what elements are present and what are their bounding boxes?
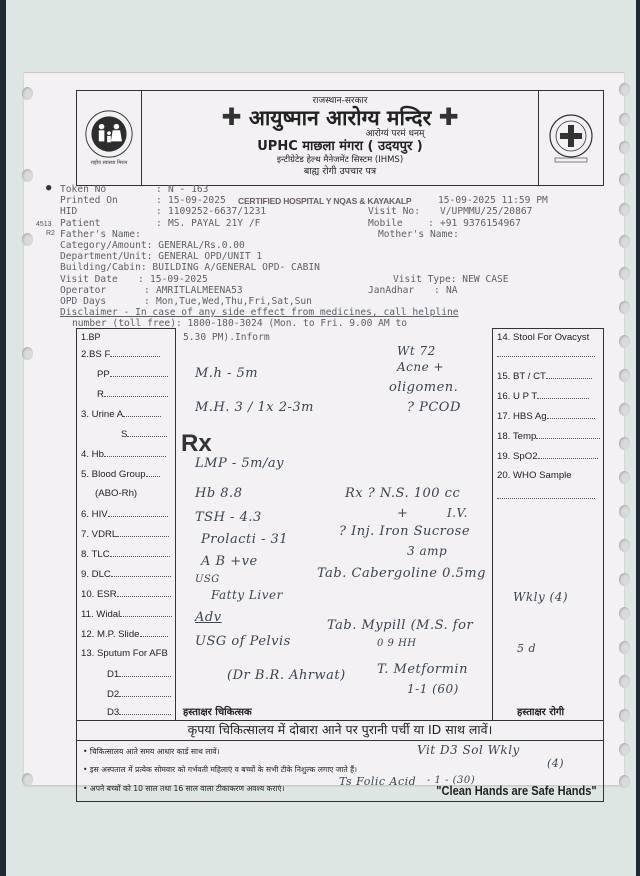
handwritten-note: I.V. [447,506,468,520]
test-label [97,368,168,380]
colon: : [156,217,162,229]
test-label [81,528,169,540]
side-mark: 4513 [36,220,52,228]
blank-line [108,508,168,517]
test-name: 8. TLC [81,549,110,560]
blank-line [104,388,168,397]
perforation-hole [619,539,630,552]
blank-line [497,490,595,499]
test-name: R [97,389,104,400]
visit-type: Visit Type: NEW CASE [393,273,509,285]
perforation-hole [22,347,33,360]
test-name: S [121,429,128,440]
handwritten-note: 1-1 (60) [407,682,459,696]
test-name: D3 [107,707,120,718]
test-name: 4. Hb [81,449,104,460]
header-center [142,91,538,185]
test-label [81,408,161,420]
test-label [121,428,167,440]
handwritten-note: T. Metformin [377,662,468,677]
medical-cross-seal-icon [545,112,597,164]
handwritten-note: Tab. Cabergoline 0.5mg [317,566,486,581]
blank-line [117,588,171,597]
test-label [107,688,171,700]
janadhar-value: NA [446,284,458,296]
perforation-hole [619,641,630,654]
opd-slip-paper [24,72,624,798]
colon: : [144,295,150,307]
blank-line [123,408,161,417]
test-label [81,508,168,520]
father-name-label: Father's Name: [60,228,141,240]
nqas-seal [538,91,603,185]
handwritten-note: + [397,506,409,521]
test-name: 11. Widal [81,609,121,620]
facility-title [142,103,538,131]
blank-line [146,468,160,477]
test-label [81,628,168,640]
token-row [48,184,608,195]
perforation-hole [22,233,33,246]
colon: : [434,284,440,296]
colon: : [156,195,162,207]
blank-line [497,348,595,357]
patient-signature-label: हस्ताक्षर रोगी [517,707,565,718]
certified-stamp: CERTIFIED HOSPITAL Y NQAS & KAYAKALP [238,196,412,207]
blank-line [538,450,598,459]
colon: : [156,184,162,195]
handwritten-note: 0 9 HH [377,638,417,649]
plus-icon: ✚ [221,103,242,131]
motto: आरोग्यं परमं धनम् [365,129,425,139]
patient-label: Patient [60,217,101,229]
test-name: 2.BS F [81,349,111,360]
test-label [97,388,168,400]
blank-line [119,688,171,697]
test-name: 15. BT / CT [497,371,546,382]
handwritten-note: Wt 72 [397,344,436,358]
test-label: 1.BP [81,332,101,342]
hid-row [48,206,608,217]
handwritten-note: Wkly (4) [513,590,569,604]
doctor-signature-label: हस्ताक्षर चिकित्सक [183,707,252,718]
perforation-hole [619,709,630,722]
blank-line [140,628,168,637]
printed-slip [36,183,608,330]
perforation-hole [619,437,630,450]
visit-date-label: Visit Date [60,273,118,285]
blank-line [537,390,589,399]
note-vaccination-monday: • इस अस्पताल में प्रत्येक सोमवार को गर्भवती महिलाएं व बच्चों के सभी टीके निशुल्क लगाए जाते हैं। [83,765,358,774]
hid-value: 1109252-6637/1231 [168,206,267,218]
test-label [497,348,595,360]
blank-line [120,608,172,617]
building-row [48,262,608,273]
perforation-hole [619,743,630,756]
investigations-left-column [77,328,176,720]
department: Department/Unit: GENERAL OPD/UNIT 1 [60,251,263,263]
test-name: 10. ESR [81,589,117,600]
handwritten-note: TSH - 4.3 [195,510,262,525]
perforation-hole [619,775,630,788]
test-name: 3. Urine A [81,409,124,420]
visit-date-value: 15-09-2025 [150,273,208,285]
test-name: 6. HIV [81,509,108,520]
blank-line [547,410,595,419]
department-row [48,251,608,262]
plus-icon: ✚ [438,103,459,131]
perforation-hole [22,87,33,100]
test-label [81,588,171,600]
patient-row [36,217,608,229]
perforation-hole [619,607,630,620]
test-name: 18. Temp [497,431,537,442]
operator-value: AMRITLALMEENA53 [156,284,243,296]
token-label: Token No [60,184,107,195]
visit-no-label: Visit No: [368,206,420,218]
perforation-hole [619,403,630,416]
test-name: 7. VDRL [81,529,118,540]
disclaimer-line-2: number (toll free): 1800-180-3024 (Mon. to Fri. 9.00 AM to [72,318,408,330]
blank-line [104,448,166,457]
building: Building/Cabin: BUILDING A/GENERAL OPD- CABIN [60,262,320,274]
test-label [497,430,600,442]
handwritten-note: 5 d [517,642,537,655]
handwritten-note: Tab. Mypill (M.S. for [327,618,474,633]
test-label [81,348,160,360]
perforation-hole [619,203,630,216]
test-label [81,608,172,620]
blank-line [546,370,592,379]
test-label [81,568,171,580]
nuhm-logo [77,91,142,185]
opd-days-label: OPD Days [60,295,107,307]
handwritten-note: M.h - 5m [195,366,259,381]
handwritten-note: (4) [547,757,565,770]
patient-value: MS. PAYAL 21Y /F [168,217,261,229]
test-label: 13. Sputum For AFB [81,648,168,659]
token-value: N - 163 [168,184,209,195]
blank-line [111,568,171,577]
mobile-value: +91 9376154967 [440,217,521,229]
side-mark: R2 [46,229,55,237]
test-name: 9. DLC [81,569,111,580]
perforation-hole [619,83,630,96]
disclaimer-line-1: Disclaimer - In case of any side effect from medicines, call helpline [60,307,459,319]
visit-no-value: V/UPMMU/25/20867 [440,206,533,218]
disclaimer-line-3: 5.30 PM).Inform [183,332,270,343]
perforation-hole [619,335,630,348]
note-aadhaar: • चिकित्सालय आते समय आधार कार्ड साथ लावें। [83,747,220,756]
perforation-hole [619,675,630,688]
printed-date: 15-09-2025 [168,195,226,207]
logo-caption: राष्ट्रीय स्वास्थ्य मिशन [90,160,128,166]
perforation-hole [619,267,630,280]
perforation-hole [619,235,630,248]
handwritten-note: USG of Pelvis [195,634,291,649]
test-label [107,706,171,718]
note-child-vaccination: • अपने बच्चों को 10 साल तथा 16 साल वाला टीकाकरण अवश्य कराएं। [83,784,285,793]
blank-line [117,528,169,537]
printed-time: 15-09-2025 11:59 PM [438,195,548,207]
handwritten-note: Fatty Liver [211,588,283,602]
perforation-hole [619,505,630,518]
perforation-hole [619,113,630,126]
family-logo-icon [84,109,134,159]
test-name: D1 [107,669,120,680]
slogan: "Clean Hands are Safe Hands" [436,783,597,798]
footer-notes [76,741,604,802]
system-name: इन्टीग्रेटेड हेल्थ मैनेजमेंट सिस्टम (IHMS) [276,155,404,165]
title-text: आयुष्मान आरोग्य मन्दिर [248,106,432,130]
test-label [497,370,592,382]
form-header [76,90,604,186]
parents-row [48,229,608,240]
perforation-hole [619,173,630,186]
test-name: 12. M.P. Slide [81,629,140,640]
blank-line [110,368,168,377]
printed-label: Printed On [60,195,118,207]
handwritten-note: Rx ? N.S. 100 cc [345,486,461,501]
handwritten-note: Vit D3 Sol Wkly [417,743,520,757]
test-label [81,468,160,480]
handwritten-note: LMP - 5m/ay [195,456,284,471]
test-label [81,548,170,560]
handwritten-note: ? PCOD [407,400,461,415]
handwritten-note: Ts Folic Acid [339,775,417,788]
test-label: 14. Stool For Ovacyst [497,332,590,343]
revisit-reminder: कृपया चिकित्सालय में दोबारा आने पर पुरानी पर्ची या ID साथ लावें। [76,720,604,741]
handwritten-note: oligomen. [389,380,459,395]
perforation-hole [619,301,630,314]
operator-row [48,285,608,296]
perforation-hole [619,573,630,586]
handwritten-note: Hb 8.8 [195,486,243,501]
scan-background [6,0,636,876]
handwritten-note: USG [195,574,220,585]
blank-line [110,548,170,557]
handwritten-note: 3 amp [407,544,448,558]
form-name: बाह्य रोगी उपचार पत्र [303,166,377,177]
test-name: 19. SpO2 [497,451,538,462]
colon: : [428,217,434,229]
perforation-hole [22,773,33,786]
janadhar-label: JanAdhar [368,284,415,296]
perforation-hole [619,369,630,382]
doctor-signature: (Dr B.R. Ahrwat) [227,668,346,683]
rx-symbol: Rx [181,430,212,457]
opd-days-value: Mon,Tue,Wed,Thu,Fri,Sat,Sun [156,295,312,307]
test-name: 16. U P T [497,391,538,402]
prescription-table [76,328,604,721]
test-label [81,448,166,460]
test-name: D2 [107,689,120,700]
category: Category/Amount: GENERAL/Rs.0.00 [60,239,245,251]
colon: : [138,273,144,285]
handwritten-note: ? Inj. Iron Sucrose [339,524,471,539]
disclaimer-row [48,307,608,318]
investigations-right-column [492,328,603,720]
perforation-hole [619,141,630,154]
facility-name: UPHC माछला मंगरा ( उदयपुर ) [257,139,423,154]
test-name: 17. HBS Ag [497,411,547,422]
perforation-hole [619,471,630,484]
handwritten-note: A B +ve [201,554,258,569]
test-name: PP [97,369,110,380]
blank-line [110,348,160,357]
test-name: 5. Blood Group [81,469,146,480]
perforation-hole [22,169,33,182]
category-row [48,240,608,251]
blank-line [536,430,600,439]
colon: : [144,284,150,296]
handwritten-note: M.H. 3 / 1x 2-3m [195,400,314,415]
test-label: 20. WHO Sample [497,470,572,481]
test-label [497,390,589,402]
handwritten-note: Acne + [397,360,445,374]
mobile-label: Mobile [368,217,403,229]
mother-name-label: Mother's Name: [378,228,459,240]
handwritten-note: Prolacti - 31 [201,532,289,547]
blank-line [127,428,167,437]
test-label [497,450,598,462]
government-label: राजस्थान-सरकार [312,96,368,106]
blank-line [119,706,171,715]
visit-date-row [48,274,608,285]
colon: : [156,206,162,218]
hid-label: HID [60,206,78,218]
operator-label: Operator [60,284,107,296]
handwritten-note: Adv [195,610,222,625]
test-label: (ABO-Rh) [95,488,138,499]
test-label [497,490,595,502]
printed-row [48,195,608,206]
test-label [107,668,171,680]
stamp-mark-icon: ● [46,183,52,193]
test-label [497,410,595,422]
handwritten-note: - 1 - (30) [427,775,476,786]
opd-days-row [48,296,608,307]
blank-line [119,668,171,677]
